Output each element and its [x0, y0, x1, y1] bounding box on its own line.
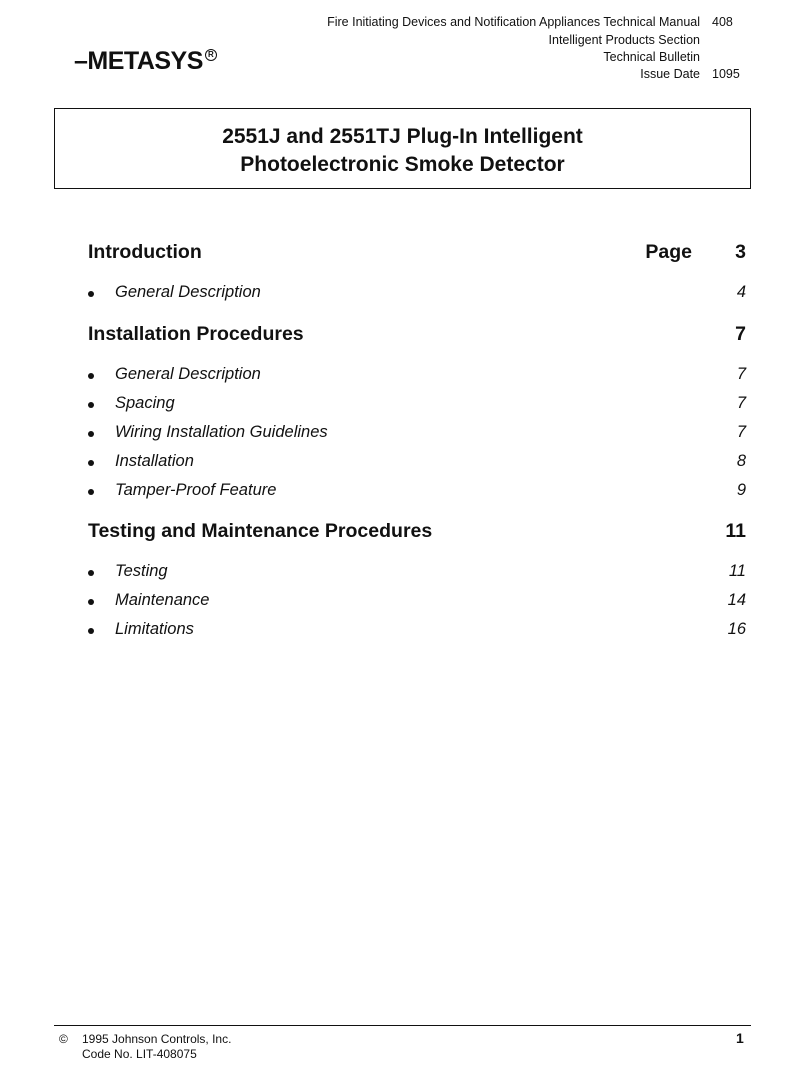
toc-item-page: 11 — [728, 562, 746, 580]
toc-section-title: Testing and Maintenance Procedures — [88, 520, 433, 542]
footer-divider — [54, 1025, 751, 1026]
toc-item-page: 7 — [736, 423, 746, 441]
toc-item-page: 16 — [727, 620, 746, 638]
toc-item-page: 8 — [736, 452, 746, 470]
logo-dash: – — [74, 47, 88, 75]
toc-item-page: 14 — [727, 591, 746, 609]
manual-number: 408 — [712, 15, 733, 29]
bullet-icon — [88, 431, 94, 437]
toc-item-label: Wiring Installation Guidelines — [115, 423, 328, 441]
toc-item-page: 7 — [736, 365, 746, 383]
bullet-icon — [88, 373, 94, 379]
section-name: Intelligent Products Section — [548, 33, 700, 47]
toc-item-label: Tamper-Proof Feature — [115, 481, 277, 499]
toc-item-label: Spacing — [115, 394, 175, 412]
bullet-icon — [88, 460, 94, 466]
toc-item-label: Maintenance — [115, 591, 210, 609]
bullet-icon — [88, 570, 94, 576]
title-box — [54, 108, 751, 189]
bullet-icon — [88, 402, 94, 408]
toc-item-label: Limitations — [115, 620, 194, 638]
toc-section-title: Introduction — [88, 241, 202, 263]
metasys-logo — [74, 46, 217, 76]
toc-section-title: Installation Procedures — [88, 323, 304, 345]
toc-item-page: 4 — [736, 283, 746, 301]
bullet-icon — [88, 489, 94, 495]
toc-item-label: Installation — [115, 452, 194, 470]
issue-date-value: 1095 — [712, 67, 740, 81]
code-number: Code No. LIT-408075 — [82, 1047, 197, 1061]
title-line-1: 2551J and 2551TJ Plug-In Intelligent — [222, 125, 583, 148]
toc-item-label: General Description — [115, 365, 261, 383]
toc-section-page: 11 — [725, 520, 746, 542]
logo-text: METASYS — [87, 47, 203, 75]
bullet-icon — [88, 599, 94, 605]
document-type: Technical Bulletin — [603, 50, 700, 64]
toc-item-page: 7 — [736, 394, 746, 412]
toc-page-label: Page — [645, 241, 692, 263]
manual-title: Fire Initiating Devices and Notification Appliances Technical Manual — [327, 15, 700, 29]
copyright-text: 1995 Johnson Controls, Inc. — [82, 1032, 232, 1046]
toc-section-page: 3 — [735, 241, 746, 263]
title-line-2: Photoelectronic Smoke Detector — [240, 153, 565, 176]
copyright-icon: © — [59, 1032, 68, 1046]
toc-item-label: Testing — [115, 562, 168, 580]
toc-item-label: General Description — [115, 283, 261, 301]
toc-item-page: 9 — [736, 481, 746, 499]
registered-mark-icon: R — [205, 49, 217, 61]
toc-section-page: 7 — [735, 323, 746, 345]
bullet-icon — [88, 291, 94, 297]
page-number: 1 — [736, 1030, 744, 1046]
issue-date-label: Issue Date — [640, 67, 700, 81]
bullet-icon — [88, 628, 94, 634]
